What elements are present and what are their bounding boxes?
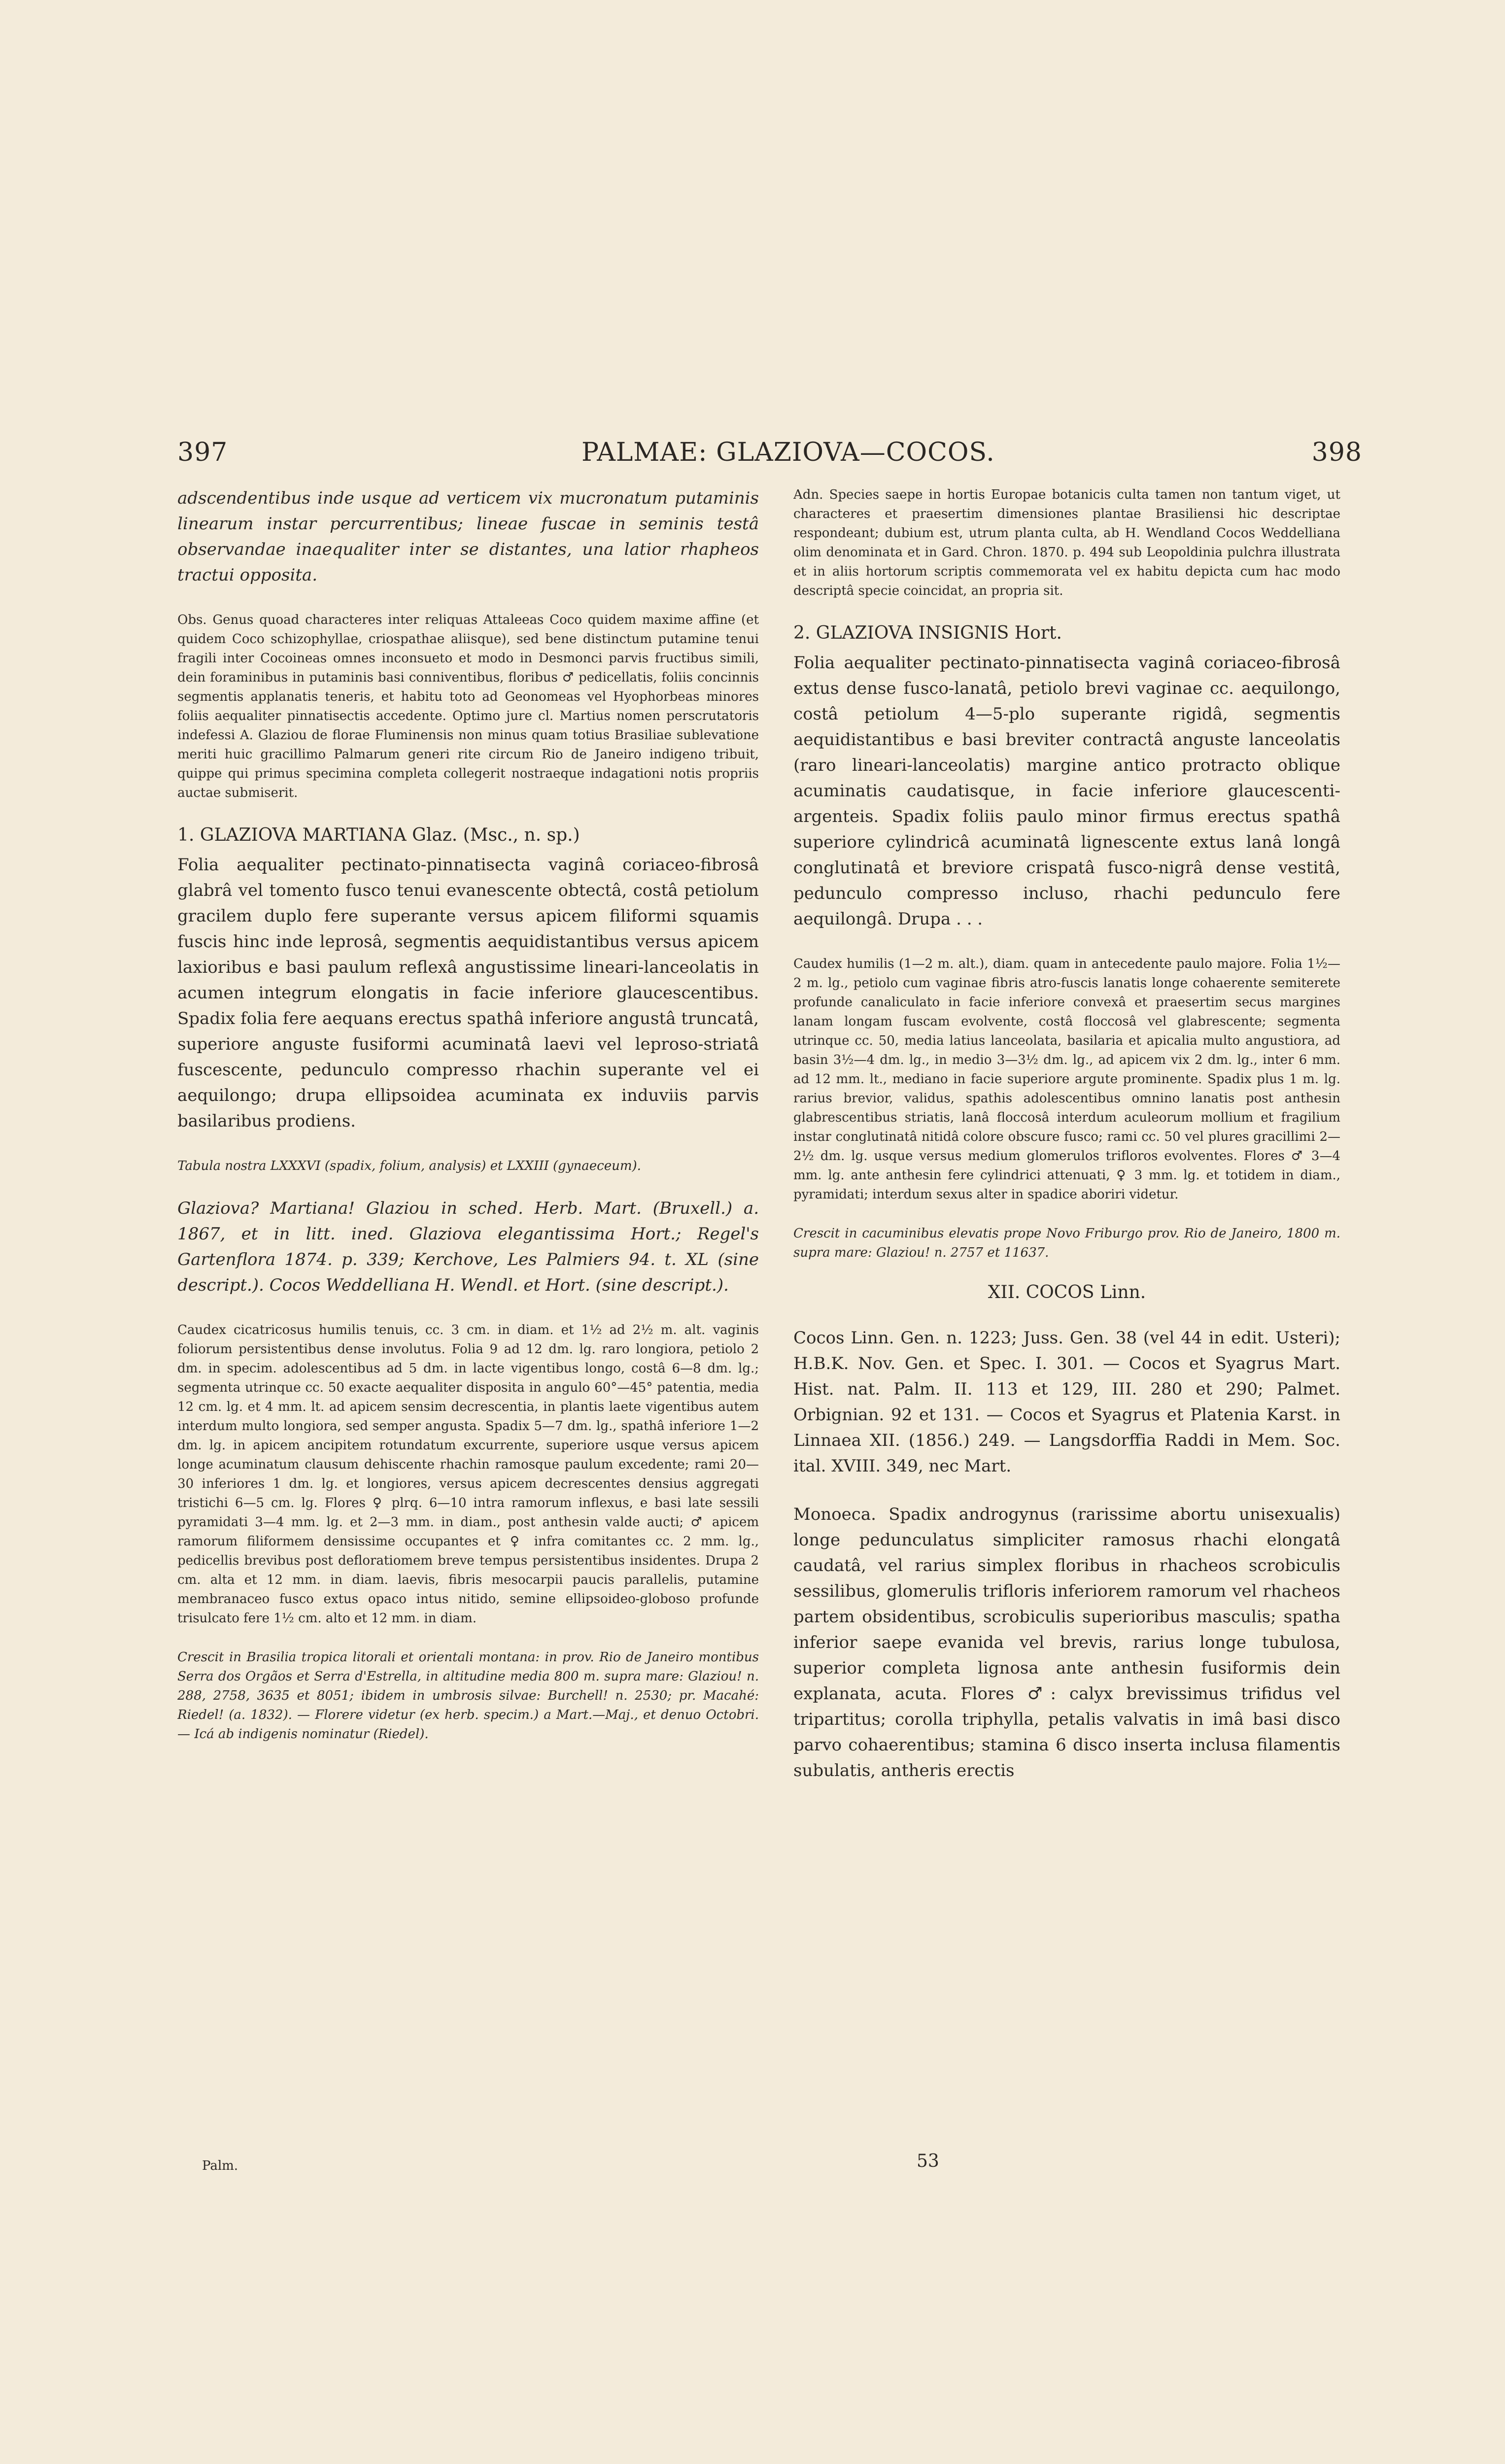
caudex-description: Caudex cicatricosus humilis tenuis, cc. 3 cm. in diam. et 1½ ad 2½ m. alt. vaginis foliorum persistentibus dense involutus. Folia 9 ad 12 dm. lg. raro longiora, petiolo 2 dm. in specim. adolescentibus ad 5 dm. in lacte vigentibus longo, costâ 6—8 dm. lg.; segmenta utrinque cc. 50 exacte aequaliter disposita in angulo 60°—45° patentia, media 12 cm. lg. et 4 mm. lt. ad apicem sensim decrescentia, in plantis laete vigentibus autem interdum multo longiora, sed semper angusta. Spadix 5—7 dm. lg., spathâ inferiore 1—2 dm. lg. in apicem ancipitem rotundatum excurrente, superiore usque versus apicem longe acuminatum clausum dehiscente rhachin ramosque paulum excedente; rami 20—30 inferiores 1 dm. lg. et longiores, versus apicem decrescentes densius aggregati tristichi 6—5 cm. lg. Flores ♀ plrq. 6—10 intra ramorum inflexus, e basi late sessili pyramidati 3—4 mm. lg. et 2—3 mm. in diam., post anthesin valde aucti; ♂ apicem ramorum filiformem densissime occupantes et ♀ infra comitantes cc. 2 mm. lg., pedicellis brevibus post defloratiomem breve tempus persistentibus insidentes. Drupa 2 cm. alta et 12 mm. in diam. laevis, fibris mesocarpii paucis parallelis, putamine membranaceo fusco extus opaco intus nitido, semine ellipsoideo-globoso profunde trisulcato fere 1½ cm. alto et 12 mm. in diam. — [177, 1323, 759, 1626]
running-title: PALMAE: GLAZIOVA—COCOS. — [581, 438, 995, 467]
species-heading-2: 2. GLAZIOVA INSIGNIS Hort. — [793, 623, 1062, 643]
locality-note: Crescit in Brasilia tropica litorali et orientali montana: in prov. Rio de Janeiro montibus Serra dos Orgãos et Serra d'Estrella, in altitudine media 800 m. supra mare: Glaziou! n. 288, 2758, 3635 et 8051; ibidem in umbrosis silvae: Burchell! n. 2530; pr. Macahé: Riedel! (a. 1832). — Florere videtur (ex herb. specim.) a Mart.—Maj., et denuo Octobri. — Icá ab indigenis nominatur (Riedel). — [177, 1650, 759, 1742]
synonymy: Glaziova? Martiana! Glaziou in sched. Herb. Mart. (Bruxell.) a. 1867, et in litt. ined. Glaziova elegantissima Hort.; Regel's Gartenflora 1874. p. 339; Kerchove, Les Palmiers 94. t. XL (sine descript.). Cocos Weddelliana H. Wendl. et Hort. (sine descript.). — [177, 1198, 759, 1295]
genus-synonymy: Cocos Linn. Gen. n. 1223; Juss. Gen. 38 (vel 44 in edit. Usteri); H.B.K. Nov. Gen. et Spec. I. 301. — Cocos et Syagrus Mart. Hist. nat. Palm. II. 113 et 129, III. 280 et 290; Palmet. Orbignian. 92 et 131. — Cocos et Syagrus et Platenia Karst. in Linnaea XII. (1856.) 249. — Langsdorffia Raddi in Mem. Soc. ital. XVIII. 349, nec Mart. — [793, 1328, 1340, 1476]
genus-description: Monoeca. Spadix androgynus (rarissime abortu unisexualis) longe pedunculatus simpliciter ramosus rhachi elongatâ caudatâ, vel rarius simplex floribus in rhacheos scrobiculis sessilibus, glomerulis trifloris inferiorem ramorum vel rhacheos partem obsidentibus, scrobiculis superioribus masculis; spatha inferior saepe evanida vel brevis, rarius longe tubulosa, superior completa lignosa ante anthesin fusiformis dein explanata, acuta. Flores ♂: calyx brevissimus trifidus vel tripartitus; corolla triphylla, petalis valvatis in imâ basi disco parvo cohaerentibus; stamina 6 disco inserta inclusa filamentis subulatis, antheris erectis — [793, 1505, 1340, 1780]
species-description-2: Folia aequaliter pectinato-pinnatisecta vaginâ coriaceo-fibrosâ extus dense fusco-lanatâ, petiolo brevi vaginae cc. aequilongo, costâ petiolum 4—5-plo superante rigidâ, segmentis aequidistantibus e basi breviter contractâ anguste lanceolatis (raro lineari-lanceolatis) margine antico protracto oblique acuminatis caudatisque, in facie inferiore glaucescenti-argenteis. Spadix foliis paulo minor firmus erectus spathâ superiore cylindricâ acuminatâ lignescente extus lanâ longâ conglutinatâ et breviore crispatâ fusco-nigrâ dense vestitâ, pedunculo compresso incluso, rhachi pedunculo fere aequilongâ. Drupa . . . — [793, 653, 1340, 929]
left-column — [177, 485, 759, 1764]
right-column — [793, 485, 1340, 1806]
page-number-right: 398 — [1311, 438, 1362, 467]
observation-note: Obs. Genus quoad characteres inter reliquas Attaleeas Coco quidem maxime affine (et quidem Coco schizophyllae, criospathae aliisque), sed bene distinctum putamine tenui fragili inter Cocoineas omnes inconsueto et modo in Desmonci parvis fructibus simili, dein foraminibus in putaminis basi conniventibus, floribus ♂ pedicellatis, foliis concinnis segmentis applanatis teneris, et habitu toto ad Geonomeas vel Hyophorbeas minores foliis aequaliter pinnatisectis accedente. Optimo jure cl. Martius nomen perscrutatoris indefessi A. Glaziou de florae Fluminensis non minus quam totius Brasiliae sublevatione meriti huic gracillimo Palmarum generi rite circum Rio de Janeiro indigeno tribuit, quippe qui primus specimina completa collegerit nostraeque indagationi notis propriis auctae submiserit. — [177, 613, 759, 800]
tabula-reference: Tabula nostra LXXXVI (spadix, folium, analysis) et LXXIII (gynaeceum). — [177, 1159, 641, 1173]
text-continuation: adscendentibus inde usque ad verticem vix mucronatum putaminis linearum instar percurrentibus; lineae fuscae in seminis testâ observandae inaequaliter inter se distantes, una latior rhapheos tractui opposita. — [177, 488, 759, 585]
addendum-note: Adn. Species saepe in hortis Europae botanicis culta tamen non tantum viget, ut characteres et praesertim dimensiones plantae Brasiliensi hic descriptae respondeant; dubium est, utrum planta culta, ab H. Wendland Cocos Weddelliana olim denominata et in Gard. Chron. 1870. p. 494 sub Leopoldinia pulchra illustrata et in aliis hortorum scriptis commemorata vel ex habitu depicta cum hac modo descriptâ specie coincidat, an propria sit. — [793, 487, 1340, 598]
folio-number: 53 — [917, 2151, 939, 2171]
caudex-description-2: Caudex humilis (1—2 m. alt.), diam. quam in antecedente paulo majore. Folia 1½—2 m. lg., petiolo cum vaginae fibris atro-fuscis lanatis longe cohaerente semiterete profunde canaliculato in facie inferiore convexâ et praesertim secus margines lanam longam fuscam evolvente, costâ floccosâ vel glabrescente; segmenta utrinque cc. 50, media latius lanceolata, basilaria et apicalia multo angustiora, ad basin 3½—4 dm. lg., in medio 3—3½ dm. lg., ad apicem vix 2 dm. lg., inter 6 mm. ad 12 mm. lt., mediano in facie superiore argute prominente. Spadix plus 1 m. lg. rarius brevior, validus, spathis adolescentibus omnino lanatis post anthesin glabrescentibus striatis, lanâ floccosâ interdum aculeorum mollium et fragilium instar conglutinatâ nitidâ colore obscure fusco; rami cc. 50 vel plures gracillimi 2—2½ dm. lg. usque versus medium glomerulos trifloros evolventes. Flores ♂ 3—4 mm. lg. ante anthesin fere cylindrici attenuati, ♀ 3 mm. lg. et totidem in diam., pyramidati; interdum sexus alter in spadice aboriri videtur. — [793, 957, 1340, 1202]
genus-heading: XII. COCOS Linn. — [988, 1282, 1146, 1302]
species-heading-1: 1. GLAZIOVA MARTIANA Glaz. (Msc., n. sp.) — [177, 825, 580, 845]
palm-signature: Palm. — [202, 2158, 239, 2173]
page-number-left: 397 — [177, 438, 228, 467]
species-description-1: Folia aequaliter pectinato-pinnatisecta vaginâ coriaceo-fibrosâ glabrâ vel tomento fusco tenui evanescente obtectâ, costâ petiolum gracilem duplo fere superante versus apicem filiformi squamis fuscis hinc inde leprosâ, segmentis aequidistantibus versus apicem laxioribus e basi paulum reflexâ angustissime lineari-lanceolatis in acumen integrum elongatis in facie inferiore glaucescentibus. Spadix folia fere aequans erectus spathâ inferiore angustâ truncatâ, superiore anguste fusiformi acuminatâ laevi vel leproso-striatâ fuscescente, pedunculo compresso rhachin superante vel ei aequilongo; drupa ellipsoidea acuminata ex induviis parvis basilaribus prodiens. — [177, 855, 759, 1131]
locality-note-2: Crescit in cacuminibus elevatis prope Novo Friburgo prov. Rio de Janeiro, 1800 m. supra mare: Glaziou! n. 2757 et 11637. — [793, 1226, 1340, 1260]
